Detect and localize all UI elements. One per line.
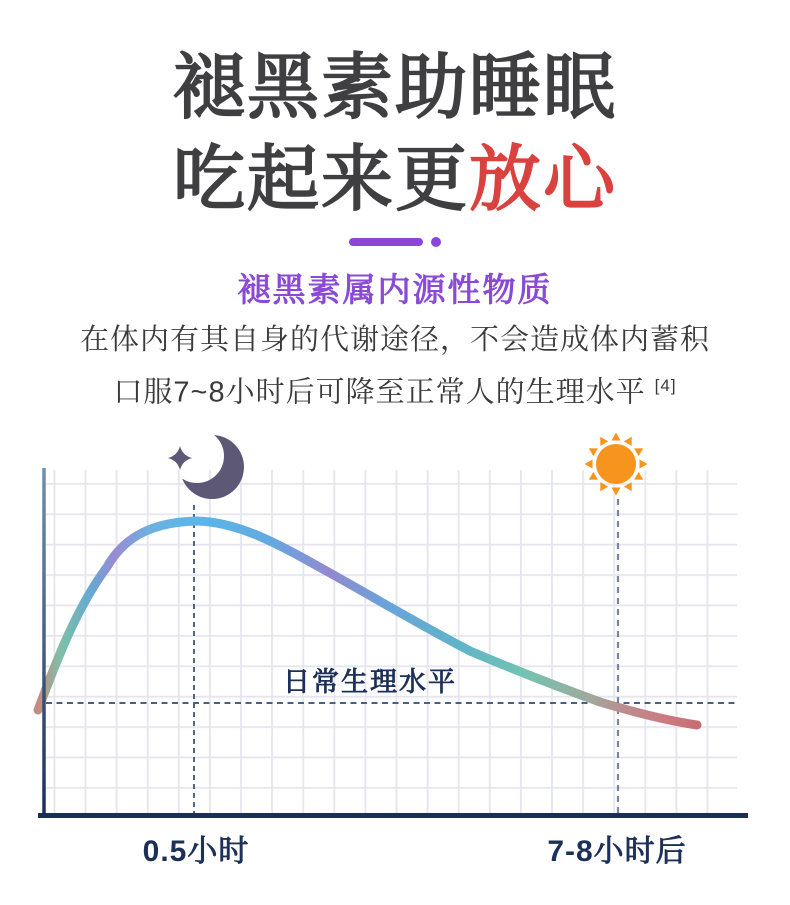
section-subtitle: 褪黑素属内源性物质 xyxy=(237,271,553,308)
title-line-2-highlight: 放心 xyxy=(469,140,618,220)
body-line-1: 在体内有其自身的代谢途径，不会造成体内蓄积 xyxy=(79,324,710,356)
body-line-2-text: 口服7~8小时后可降至正常人的生理水平 xyxy=(113,376,646,409)
reference-line-label: 日常生理水平 xyxy=(283,667,457,697)
title-line-2-prefix: 吃起来更 xyxy=(172,140,469,220)
chart-grid xyxy=(43,470,738,816)
title-line-1-text: 褪黑素助睡眠 xyxy=(172,48,617,128)
x-tick-label-first: 0.5小时 xyxy=(142,835,250,868)
citation-reference: [4] xyxy=(654,376,677,395)
x-tick-label-second: 7-8小时后 xyxy=(547,835,687,868)
